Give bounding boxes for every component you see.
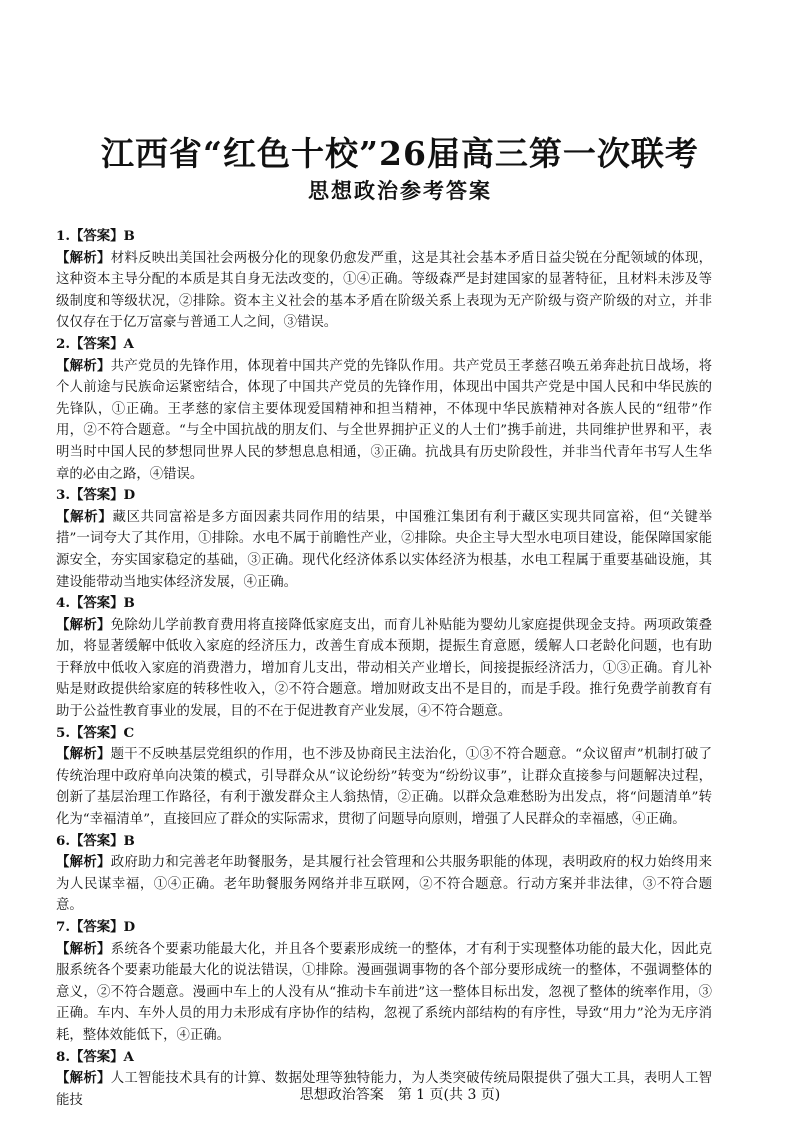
answer-label: 【答案】C bbox=[69, 724, 135, 741]
answer-line bbox=[56, 334, 712, 356]
answer-list bbox=[56, 226, 712, 1111]
analysis-text: 系统各个要素功能最大化，并且各个要素形成统一的整体，才有利于实现整体功能的最大化，因此克服系统各个要素功能最大化的说法错误，①排除。漫画强调事物的各个部分要形成统一的整体，不强调整体的意义，②不符合题意。漫画中车上的人没有从“推动卡车前进”这一整体目标出发，忽视了整体的统率作用，③正确。车内、车外人员的用力未形成有序协作的结构，忽视了系统内部结构的有序性，导致“用力”沦为无序消耗，整体效能低下，④正确。 bbox=[56, 941, 713, 1043]
analysis-text: 题干不反映基层党组织的作用，也不涉及协商民主法治化，①③不符合题意。“众议留声”机制打破了传统治理中政府单向决策的模式，引导群众从“议论纷纷”转变为“纷纷议事”，让群众直接参与问题解决过程，创新了基层治理工作路径，有利于激发群众主人翁热情，②正确。以群众急难愁盼为出发点，将“问题清单”转化为“幸福清单”，直接回应了群众的实际需求，贯彻了问题导向原则，增强了人民群众的幸福感，④正确。 bbox=[56, 747, 712, 828]
page-footer: 思想政治答案 第 1 页(共 3 页) bbox=[299, 1087, 501, 1103]
analysis-paragraph bbox=[56, 248, 712, 334]
question-number: 7. bbox=[56, 919, 70, 935]
analysis-tag: 【解析】 bbox=[56, 746, 111, 763]
question-block-4 bbox=[56, 593, 712, 723]
page-title: 江西省“红色十校”26届高三第一次联考 bbox=[101, 134, 699, 173]
answer-label: 【答案】D bbox=[69, 487, 136, 504]
question-number: 6. bbox=[56, 832, 70, 849]
question-block-7 bbox=[56, 917, 712, 1047]
analysis-text: 免除幼儿学前教育费用将直接降低家庭支出，而育儿补贴能为婴幼儿家庭提供现金支持。两项政策叠加，将显著缓解中低收入家庭的经济压力，改善生育成本预期，提振生育意愿，缓解人口老龄化问题，也有助于释放中低收入家庭的消费潜力，增加育儿支出，带动相关产业增长，间接提振经济活力，①③正确。育儿补贴是财政提供给家庭的转移性收入，②不符合题意。增加财政支出不是目的，而是手段。推行免费学前教育有助于公益性教育事业的发展，目的不在于促进教育产业发展，④不符合题意。 bbox=[56, 617, 713, 720]
analysis-text: 人工智能技术具有的计算、数据处理等独特能力，为人类突破传统局限提供了强大工具，表明人工智能技 bbox=[56, 1071, 713, 1108]
analysis-tag: 【解析】 bbox=[56, 249, 111, 266]
answer-label: 【答案】B bbox=[69, 595, 135, 612]
question-block-1 bbox=[56, 226, 712, 334]
analysis-text: 政府助力和完善老年助餐服务，是其履行社会管理和公共服务职能的体现，表明政府的权力始终用来为人民谋幸福，①④正确。老年助餐服务网络并非互联网，②不符合题意。行动方案并非法律，③不符合题意。 bbox=[56, 855, 713, 914]
analysis-tag: 【解析】 bbox=[56, 357, 111, 374]
question-number: 1. bbox=[56, 228, 70, 244]
question-block-3 bbox=[56, 485, 712, 593]
analysis-tag: 【解析】 bbox=[56, 616, 111, 633]
page-subtitle: 思想政治参考答案 bbox=[308, 179, 492, 203]
answer-label: 【答案】D bbox=[69, 919, 136, 935]
question-number: 8. bbox=[56, 1048, 70, 1065]
question-number: 3. bbox=[56, 487, 70, 504]
answer-label: 【答案】A bbox=[69, 335, 134, 352]
answer-line bbox=[56, 831, 712, 853]
analysis-paragraph bbox=[56, 615, 712, 723]
answer-line bbox=[56, 593, 712, 615]
answer-label: 【答案】A bbox=[69, 1048, 134, 1065]
analysis-paragraph bbox=[56, 939, 712, 1047]
answer-label: 【答案】B bbox=[69, 832, 135, 849]
analysis-tag: 【解析】 bbox=[56, 508, 113, 525]
analysis-paragraph bbox=[56, 852, 712, 917]
analysis-text: 藏区共同富裕是多方面因素共同作用的结果，中国雅江集团有利于藏区实现共同富裕，但“关键举措”一词夸大了其作用，①排除。水电不属于前瞻性产业，②排除。央企主导大型水电项目建设，能保障国家能源安全，夯实国家稳定的基础，③正确。现代化经济体系以实体经济为根基，水电工程属于重要基础设施，其建设能带动当地实体经济发展，④正确。 bbox=[56, 509, 713, 590]
question-number: 2. bbox=[56, 335, 70, 352]
answer-line bbox=[56, 723, 712, 745]
answer-line bbox=[56, 917, 712, 939]
analysis-paragraph bbox=[56, 744, 712, 830]
answer-label: 【答案】B bbox=[69, 228, 135, 244]
analysis-text: 材料反映出美国社会两极分化的现象仍愈发严重，这是其社会基本矛盾日益尖锐在分配领域的体现，这种资本主导分配的本质是其自身无法改变的，①④正确。等级森严是封建国家的显著特征，且材料未涉及等级制度和等级状况，②排除。资本主义社会的基本矛盾在阶级关系上表现为无产阶级与资产阶级的对立，并非仅仅存在于亿万富豪与普通工人之间，③错误。 bbox=[56, 250, 713, 331]
question-block-6 bbox=[56, 831, 712, 917]
answer-line bbox=[56, 485, 712, 507]
question-block-2 bbox=[56, 334, 712, 485]
analysis-tag: 【解析】 bbox=[56, 940, 111, 957]
question-block-5 bbox=[56, 723, 712, 831]
analysis-tag: 【解析】 bbox=[56, 854, 111, 871]
analysis-paragraph bbox=[56, 507, 712, 593]
analysis-paragraph bbox=[56, 356, 712, 486]
question-number: 4. bbox=[56, 595, 70, 612]
answer-line bbox=[56, 1047, 712, 1069]
question-number: 5. bbox=[56, 724, 70, 741]
analysis-tag: 【解析】 bbox=[56, 1070, 111, 1087]
analysis-text: 共产党员的先锋作用，体现着中国共产党的先锋队作用。共产党员王孝慈召唤五弟奔赴抗日战场，将个人前途与民族命运紧密结合，体现了中国共产党员的先锋作用，体现出中国共产党是中国人民和中华民族的先锋队，①正确。王孝慈的家信主要体现爱国精神和担当精神，不体现中华民族精神对各族人民的“纽带”作用，②不符合题意。“与全中国抗战的朋友们、与全世界拥护正义的人士们”携手前进，共同维护世界和平，表明当时中国人民的梦想同世界人民的梦想息息相通，③正确。抗战具有历史阶段性，并非当代青年书写人生华章的必由之路，④错误。 bbox=[56, 358, 713, 482]
answer-line bbox=[56, 226, 712, 248]
